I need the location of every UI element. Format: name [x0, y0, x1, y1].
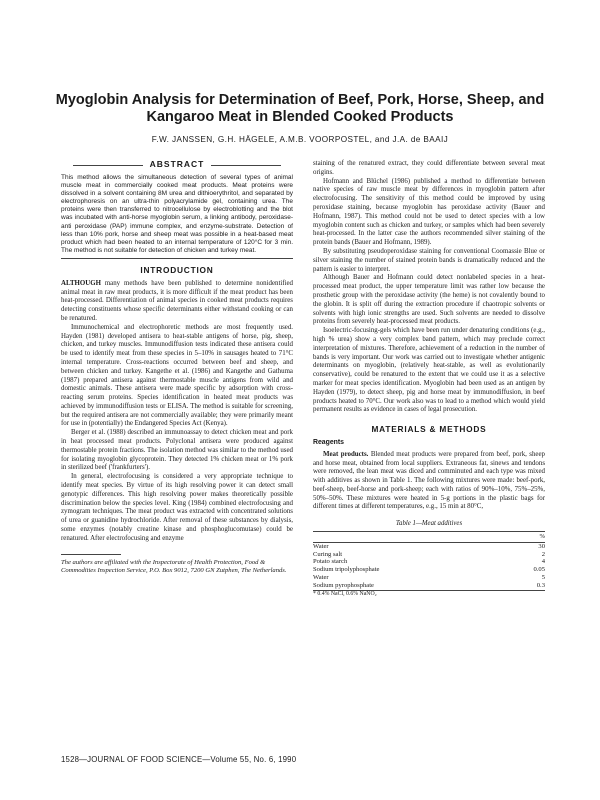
- table-row: [313, 582, 545, 590]
- meat-products-text: Blended meat products were prepared from beef, pork, sheep and horse meat, obtained from local suppliers. Extraneous fat, sinews and tendons were removed, the lean meat was diced and comminuted and each type was mixed with additives as shown in Table 1. The following mixtures were made: beef-pork, beef-sheep, beef-horse and pork-sheep; each with ratios of 90%–10%, 75%–25%, 50%–50%. These mixtures were heated in 5-g portions in the plastic bags for different times at different temperatures, e.g., 15 min at 80°C,: [313, 450, 545, 511]
- meat-products-paragraph: [313, 451, 545, 513]
- right-paragraph-3: By substituting pseudoperoxidase staining for conventional Coomassie Blue or silver staining the number of stained protein bands is dramatically reduced and the pattern is easier to interpret.: [313, 247, 545, 273]
- article-title: Myoglobin Analysis for Determination of Beef, Pork, Horse, Sheep, and Kangaroo Meat in Blended Cooked Products: [55, 92, 545, 125]
- additive-name: Sodium pyrophosphate: [313, 582, 511, 590]
- intro-paragraph-1-text: many methods have been published to determine nonidentified animal meat in raw meat products, it is more difficult if the meat product has been heat-processed. Differentiation of animal species in cooked meat products requires detecting constituents whose specific determinants either withstand cooking or can be renatured.: [61, 279, 293, 322]
- additive-value: 0.05: [533, 566, 545, 574]
- table-row: [313, 551, 545, 559]
- abstract-heading: ABSTRACT: [61, 160, 293, 171]
- abstract-rule: [61, 258, 293, 259]
- intro-paragraph-1: [61, 280, 293, 324]
- table-caption: Table 1—Meat additives: [395, 520, 463, 528]
- right-paragraph-1: staining of the renatured extract, they could differentiate between several meat origins.: [313, 160, 545, 176]
- table-row: [313, 574, 545, 582]
- abstract-text: This method allows the simultaneous detection of several types of animal muscle meat in commercially cooked meat products. Meat proteins were dissolved in a solvent containing 8M urea and dithioerythritol, and separated by electrophoresis on an ultra-thin polyacrylamide gel, containing urea. The proteins were then transferred to nitrocellulose by electroblotting and the blot was incubated with anti-horse myoglobin serum, a linking antibody, peroxidase-anti peroxidase (PAP) immune complex, and enzyme-substrate. Detection of less than 10% pork, horse and sheep meat was possible in a heat-based meat product which had been heated to an internal temperature of 120°C for 3 min. The method is not suitable for detection of chicken and turkey meat.: [61, 174, 293, 254]
- meat-products-lead: Meat products.: [323, 450, 369, 458]
- additive-name: Sodium tripolyphosphate: [313, 566, 380, 574]
- table-row: [313, 566, 545, 574]
- additive-name: Potato starch: [313, 558, 348, 566]
- left-column: [61, 160, 293, 575]
- journal-footer: 1528—JOURNAL OF FOOD SCIENCE—Volume 55, No. 6, 1990: [61, 755, 297, 764]
- table-row: [313, 542, 545, 550]
- intro-paragraph-2: Immunochemical and electrophoretic methods are most frequently used. Hayden (1981) developed antisera to heat-stable antigens of horse, pig, sheep, chicken, and turkey muscles. Immunodiffusion tests indicated these antisera could be used to identify meat from these species in 5–10% in sausages heated to 71°C internal temperature. Cross-reactions occurred between beef and sheep, and between chicken and turkey. Kangethe et al. (1986) and Kangethe and Gathuma (1987) prepared antisera against thermostable muscle antigens from wild and domestic animals. These antisera were made specific by adsorption with cross-reacting serum proteins. Species identification in heated meat products was achieved by immunodiffusion tests or ELISA. The method is suitable for screening, but the required antisera are not commercially available; they were primarily meant for use in (potentially) the Endangered Species Act (Kenya).: [61, 323, 293, 428]
- additive-value: 4: [541, 558, 545, 566]
- footnote-rule: [61, 554, 121, 555]
- additive-name: Water: [313, 574, 329, 582]
- intro-paragraph-3: Berger et al. (1988) described an immunoassay to detect chicken meat and pork in heat processed meat products. Polyclonal antisera were produced against thermostable protein fractions. The isolation method was similar to the method used for isolating myoglobin glycoprotein. They detected 1% chicken meat or 1% pork in sterilized beef ('frankfurters').: [61, 429, 293, 472]
- table-header-unit: %: [511, 532, 545, 543]
- additive-name: Water: [313, 542, 329, 550]
- table-note: * 0.4% NaCl, 0.6% NaNO₂: [313, 590, 377, 597]
- table-row: [313, 558, 545, 566]
- reagents-subheading: Reagents: [313, 438, 345, 446]
- right-column: [313, 160, 545, 598]
- intro-paragraph-4: In general, electrofocusing is considered a very appropriate technique to identify meat species. By virtue of its high resolving power it can detect small genotypic differences. This high resolving power makes theoretically possible discrimination below the species level. King (1984) combined electrofocusing and zymogram techniques. The meat product was extracted with concentrated solutions of urea or guanidine hydrochloride. After removal of these substances by dialysis, some enzymes (notably creatine kinase and phosphoglucomutase) could be renatured. After electrofocusing and enzyme: [61, 473, 293, 542]
- methods-heading: MATERIALS & METHODS: [371, 424, 487, 435]
- additive-value: 30: [538, 542, 545, 550]
- author-line: F.W. JANSSEN, G.H. HÄGELE, A.M.B. VOORPOSTEL, and J.A. de BAAIJ: [151, 135, 449, 144]
- additive-value: 5: [541, 574, 545, 582]
- additive-name: Curing salt: [313, 550, 343, 558]
- table-header-name: [313, 532, 511, 543]
- table-header-row: [313, 532, 545, 543]
- abstract-block: [61, 160, 293, 259]
- additive-value: 0.3: [511, 582, 545, 590]
- right-paragraph-4: Although Bauer and Hofmann could detect nonlabeled species in a heat-processed meat product, the upper temperature limit was rather low because the prosthetic group with the peroxidase activity (the heme) is not covalently bound to the globin. It is split off during the extraction procedure if chaotropic solvents or solvents with high ionic strengths are used. Such solvents are needed to dissolve proteins from severely heat-processed meat products.: [313, 274, 545, 326]
- meat-additives-table: [313, 531, 545, 591]
- right-paragraph-2: Hofmann and Blüchel (1986) published a method to differentiate between native species of raw muscle meat by differences in myoglobin pattern after electrofocusing. The sensitivity of this method could be improved by using peroxidase staining, because myoglobin has peroxidase activity (Bauer and Hofmann, 1987). This method could not be used to detect species with a low myoglobin content such as chicken and turkey, or samples which had been severely heat-processed. In the latter case the authors recommended silver staining of the protein bands (Bauer and Hofmann, 1989).: [313, 177, 545, 247]
- intro-heading: INTRODUCTION: [140, 264, 214, 275]
- intro-dropcap: ALTHOUGH: [61, 279, 101, 287]
- additive-value: 2: [541, 550, 545, 558]
- affiliation-footnote: The authors are affiliated with the Inspectorate of Health Protection, Food & Commodities Inspection Service, P.O. Box 9012, 7200 GN Zutphen, The Netherlands.: [61, 558, 287, 575]
- right-paragraph-5: Isoelectric-focusing-gels which have been run under denaturing conditions (e.g., high % urea) show a very complex band pattern, which may preclude correct interpretation of mixtures. Therefore, achievement of a reduction in the number of bands is very important. Our work was carried out to investigate whether antigenic determinants on myoglobin, (relatively heat-stable, as well as evolutionarily conservative), could be renatured to the extent that we could use it as a selective marker for meat species identification. Myoglobin had been used as an antigen by Hayden (1979), to detect sheep, pig and horse meat by immunodiffusion, in beef products heated to 70°C. Our work also was to lead to a method which would yield permanent results as evidence in cases of legal prosecution.: [313, 327, 545, 414]
